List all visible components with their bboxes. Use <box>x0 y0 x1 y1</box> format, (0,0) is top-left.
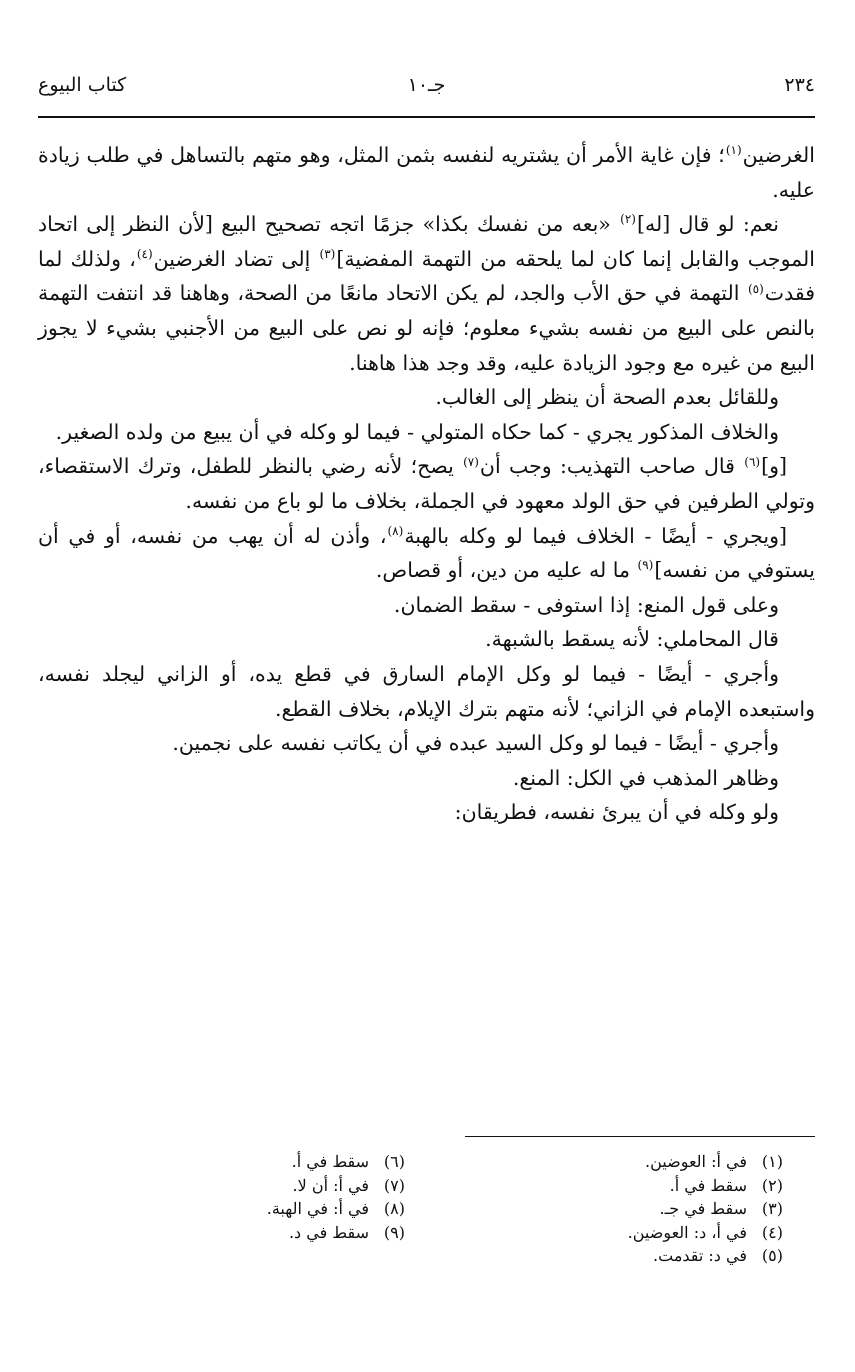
running-header <box>38 74 815 108</box>
text-run: ما له عليه من دين، أو قصاص. <box>375 558 637 583</box>
paragraph-3: وللقائل بعدم الصحة أن ينظر إلى الغالب. <box>435 385 779 410</box>
footnote-text: في أ، د: العوضين. <box>627 1222 747 1242</box>
footnote-ref-2: (٢) <box>620 212 636 227</box>
footnote-item <box>105 1174 405 1198</box>
footnote-ref-3: (٣) <box>319 246 336 261</box>
paragraph-2 <box>38 207 815 380</box>
paragraph-9: وأجري - أيضًا - فيما لو وكل الإمام السارق في قطع يده، أو الزاني ليجلد نفسه، واستبعده الإمام في الزاني؛ لأنه متهم بترك الإيلام، بخلاف القطع. <box>38 661 815 721</box>
footnote-number: (٦) <box>383 1152 405 1171</box>
text-run: ، ولذلك لما فقدت <box>38 246 815 306</box>
text-run: إلى تضاد الغرضين <box>153 246 319 271</box>
footnote-text: سقط في د. <box>288 1222 369 1242</box>
footnote-item <box>105 1221 405 1245</box>
footnote-item <box>463 1197 783 1221</box>
main-text <box>38 138 815 830</box>
footnote-item <box>463 1244 783 1268</box>
paragraph-6 <box>38 519 815 588</box>
footnote-ref-9: (٩) <box>637 558 654 573</box>
footnote-text: في أ: في الهبة. <box>266 1199 369 1218</box>
footnote-text: سقط في أ. <box>669 1175 747 1195</box>
footnote-text: سقط في جـ. <box>659 1199 747 1218</box>
footnote-number: (٣) <box>761 1199 783 1218</box>
footnote-text: في أ: العوضين. <box>645 1152 747 1171</box>
footnote-ref-1: (١) <box>725 143 742 158</box>
volume-label: جـ١٠ <box>407 74 446 96</box>
text-run: ، وأذن له أن يهب من نفسه، أو في أن يستوفي من نفسه] <box>38 523 815 583</box>
text-run: «بعه من نفسك بكذا» جزمًا اتجه تصحيح البيع [لأن النظر إلى اتحاد الموجب والقابل إنما كان لما يلحقه من التهمة المفضية] <box>38 212 815 271</box>
footnotes-right-column <box>463 1150 783 1268</box>
footnote-text: في د: تقدمت. <box>653 1246 747 1265</box>
page-number: ٢٣٤ <box>784 74 815 96</box>
footnote-item <box>463 1174 783 1198</box>
footnote-number: (٤) <box>761 1222 783 1242</box>
paragraph-1 <box>38 138 815 207</box>
paragraph-12: ولو وكله في أن يبرئ نفسه، فطريقان: <box>454 800 779 825</box>
footnote-ref-4: (٤) <box>136 246 153 261</box>
footnote-number: (٨) <box>383 1199 405 1218</box>
footnote-item <box>463 1221 783 1245</box>
footnote-ref-5: (٥) <box>747 281 764 296</box>
text-run: قال صاحب التهذيب: وجب أن <box>479 454 744 479</box>
footnote-text: سقط في أ. <box>291 1152 369 1171</box>
footnote-number: (٧) <box>383 1175 405 1195</box>
text-run: يصح؛ لأنه رضي بالنظر للطفل، وترك الاستقصاء، وتولي الطرفين في حق الولد معهود في الجملة، بخلاف ما لو باع من نفسه. <box>38 454 815 513</box>
text-run: ؛ فإن غاية الأمر أن يشتريه لنفسه بثمن المثل، وهو متهم بالتساهل في طلب زيادة عليه. <box>38 143 815 202</box>
paragraph-11: وظاهر المذهب في الكل: المنع. <box>512 765 779 790</box>
footnote-text: في أ: أن لا. <box>292 1175 369 1195</box>
footnote-ref-8: (٨) <box>387 523 404 538</box>
footnotes-left-column <box>105 1150 405 1244</box>
book-title: كتاب البيوع <box>38 74 127 96</box>
paragraph-5 <box>38 449 815 518</box>
paragraph-4: والخلاف المذكور يجري - كما حكاه المتولي - فيما لو وكله في أن يبيع من ولده الصغير. <box>55 419 779 444</box>
footnote-number: (٩) <box>383 1222 405 1242</box>
text-run: [ويجري - أيضًا - الخلاف فيما لو وكله بالهبة <box>404 523 787 548</box>
text-run: نعم: لو قال [له] <box>636 212 779 237</box>
text-run: التهمة في حق الأب والجد، لم يكن الاتحاد مانعًا من الصحة، وهاهنا قد انتفت التهمة بالنص على البيع من نفسه بشيء معلوم؛ فإنه لو نص على البيع من الأجنبي بشيء لا يجوز البيع من غيره مع وجود الزيادة عليه، وقد وجد هذا هاهنا. <box>38 281 815 375</box>
footnote-item <box>105 1150 405 1174</box>
footnote-ref-6: (٦) <box>744 454 761 469</box>
footnote-number: (١) <box>761 1152 783 1171</box>
text-run: [و] <box>761 454 787 479</box>
footnote-item <box>463 1150 783 1174</box>
footnote-number: (٢) <box>761 1175 783 1195</box>
paragraph-7: وعلى قول المنع: إذا استوفى - سقط الضمان. <box>393 592 779 617</box>
footnote-item <box>105 1197 405 1221</box>
text-run: الغرضين <box>742 143 815 167</box>
footnote-rule <box>465 1136 815 1137</box>
header-rule <box>38 116 815 118</box>
footnote-ref-7: (٧) <box>463 454 479 469</box>
paragraph-8: قال المحاملي: لأنه يسقط بالشبهة. <box>485 627 779 652</box>
footnote-number: (٥) <box>761 1246 783 1265</box>
paragraph-10: وأجري - أيضًا - فيما لو وكل السيد عبده في أن يكاتب نفسه على نجمين. <box>172 731 779 756</box>
